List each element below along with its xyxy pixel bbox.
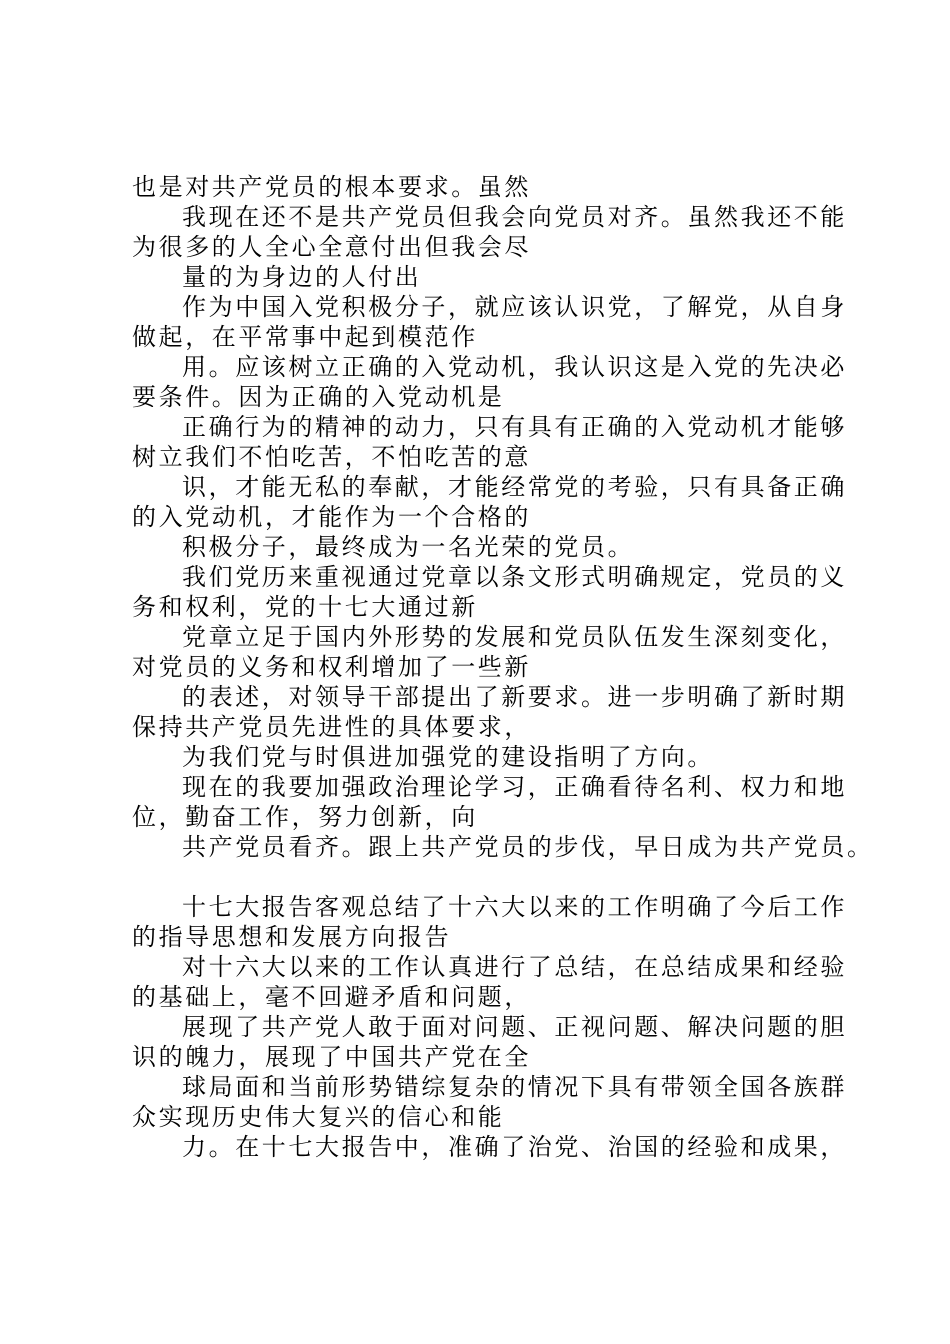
text-line: 为我们党与时俱进加强党的建设指明了方向。 [182,743,714,771]
text-line: 力。在十七大报告中，准确了治党、治国的经验和成果， [182,1133,847,1161]
text-line: 众实现历史伟大复兴的信心和能 [132,1103,505,1131]
text-line: 党章立足于国内外形势的发展和党员队伍发生深刻变化， [182,623,847,651]
text-line: 共产党员看齐。跟上共产党员的步伐，早日成为共产党员。 [182,833,874,861]
text-line: 积极分子，最终成为一名光荣的党员。 [182,533,635,561]
text-line: 的指导思想和发展方向报告 [132,923,452,951]
document-body [132,172,874,1162]
text-line: 量的为身边的人付出 [182,263,422,291]
text-line: 识的魄力，展现了中国共产党在全 [132,1043,531,1071]
text-line: 对党员的义务和权利增加了一些新 [132,653,531,681]
text-line: 保持共产党员先进性的具体要求， [132,713,531,741]
text-line: 正确行为的精神的动力，只有具有正确的入党动机才能够 [182,413,847,441]
text-line: 要条件。因为正确的入党动机是 [132,383,505,411]
text-line: 的入党动机，才能作为一个合格的 [132,503,531,531]
text-line: 务和权利，党的十七大通过新 [132,593,478,621]
text-line: 的基础上，毫不回避矛盾和问题， [132,983,531,1011]
text-line: 作为中国入党积极分子，就应该认识党，了解党，从自身 [182,293,847,321]
text-line: 识，才能无私的奉献，才能经常党的考验，只有具备正确 [182,473,847,501]
text-line: 展现了共产党人敢于面对问题、正视问题、解决问题的胆 [182,1013,847,1041]
text-line: 十七大报告客观总结了十六大以来的工作明确了今后工作 [182,893,847,921]
text-line: 也是对共产党员的根本要求。虽然 [132,173,531,201]
text-line: 树立我们不怕吃苦，不怕吃苦的意 [132,443,531,471]
text-line: 的表述，对领导干部提出了新要求。进一步明确了新时期 [182,683,847,711]
text-line: 用。应该树立正确的入党动机，我认识这是入党的先决必 [182,353,847,381]
text-line: 为很多的人全心全意付出但我会尽 [132,233,531,261]
paragraph-gap [132,862,852,892]
text-line: 做起，在平常事中起到模范作 [132,323,478,351]
text-line: 我现在还不是共产党员但我会向党员对齐。虽然我还不能 [182,203,847,231]
text-line: 对十六大以来的工作认真进行了总结，在总结成果和经验 [182,953,847,981]
text-line: 我们党历来重视通过党章以条文形式明确规定，党员的义 [182,563,847,591]
text-line: 位，勤奋工作，努力创新，向 [132,803,478,831]
text-line: 球局面和当前形势错综复杂的情况下具有带领全国各族群 [182,1073,847,1101]
text-line: 现在的我要加强政治理论学习，正确看待名利、权力和地 [182,773,847,801]
